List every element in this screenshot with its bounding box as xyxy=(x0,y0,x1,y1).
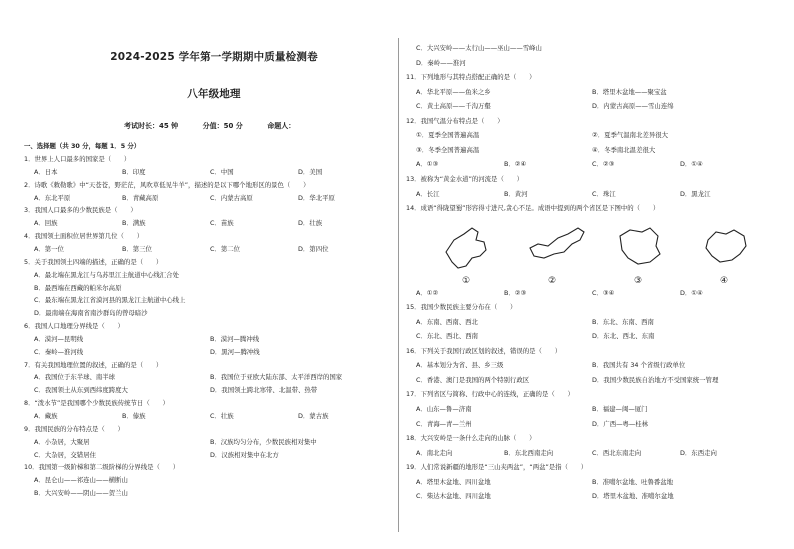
answer-option: C．青海—青—兰州 xyxy=(416,419,472,428)
answer-option: D．壮族 xyxy=(298,219,323,228)
answer-option: D．内蒙古高原——雪山连绵 xyxy=(592,102,674,111)
answer-option: D．黑河—腾冲线 xyxy=(210,347,260,356)
answer-option: B．我国位于亚欧大陆东部、太平洋西岸的国家 xyxy=(210,373,343,382)
answer-option: A．山东—鲁—济南 xyxy=(416,405,472,413)
province-map-3 xyxy=(614,222,672,272)
answer-option: A．华北平原——鱼米之乡 xyxy=(416,87,491,96)
question-text: 12．我国气温分布特点是（ ） xyxy=(406,116,504,125)
answer-option: D．①④ xyxy=(680,160,703,169)
answer-option: B．准噶尔盆地、吐鲁番盆地 xyxy=(592,477,674,486)
answer-option: C．柴达木盆地、四川盆地 xyxy=(416,492,491,501)
question-text: 18．大兴安岭是一条什么走向的山脉（ ） xyxy=(406,434,536,443)
answer-option: B．东北西南走向 xyxy=(504,448,554,457)
answer-option: B．东北、东南、西南 xyxy=(592,317,654,326)
exam-author: 命题人： xyxy=(267,122,296,130)
question-text: 6．我国人口地理分界线是（ ） xyxy=(24,322,124,331)
exam-score: 分值：50 分 xyxy=(202,122,243,130)
province-map-1 xyxy=(442,222,500,272)
answer-option: A．回族 xyxy=(34,219,58,228)
question-text: 11．下列地形与其特点搭配正确的是（ ） xyxy=(406,73,536,82)
map-label-1: ① xyxy=(462,275,471,286)
question-text: 2．诗歌《敕勒歌》中“天苍苍，野茫茫，风吹草低见牛羊”，描述的是以下哪个地形区的景色（ ） xyxy=(24,180,310,189)
answer-option: D．美国 xyxy=(298,167,323,176)
answer-option: D．蒙古族 xyxy=(298,412,329,420)
answer-option: ①．夏季全国普遍高温 xyxy=(416,131,480,140)
question-text: 1．世界上人口最多的国家是（ ） xyxy=(24,155,131,163)
answer-option: B．漠河—腾冲线 xyxy=(210,334,260,343)
question-text: 7．有关我国地理位置的叙述，正确的是（ ） xyxy=(24,360,163,369)
answer-option: A．我国位于东半球、南半球 xyxy=(34,373,116,382)
answer-option: A．东北平原 xyxy=(34,193,71,202)
answer-option: A．日本 xyxy=(34,167,58,176)
answer-option: A．长江 xyxy=(416,189,440,198)
answer-option: C．大杂居，交错居住 xyxy=(34,450,96,459)
question-text: 14．成语“得陇望蜀”形容得寸进尺,贪心不足。成语中提到的两个省区是下图中的（ ） xyxy=(406,204,660,213)
province-map-4 xyxy=(700,222,758,272)
answer-option: C．香港、澳门是我国的两个特别行政区 xyxy=(416,375,530,384)
question-text: 15．我国少数民族主要分布在（ ） xyxy=(406,303,517,312)
province-maps xyxy=(436,222,766,284)
answer-option: D．东西走向 xyxy=(680,448,717,457)
option-line: D．最南端在海南省南沙群岛的曾母暗沙 xyxy=(34,309,148,318)
answer-option: A．南北走向 xyxy=(416,448,453,457)
option-line: B．最西端在西藏的帕米尔高原 xyxy=(34,283,122,292)
answer-option: B．黄河 xyxy=(504,189,528,198)
question-text: 8．“泼水节”是我国哪个少数民族传统节日（ ） xyxy=(24,399,169,408)
answer-option: D．我国少数民族自治地方不受国家统一管理 xyxy=(592,375,719,384)
exam-subtitle: 八年级地理 xyxy=(187,88,241,100)
answer-option: C．秦岭—淮河线 xyxy=(34,347,84,356)
answer-option: B．塔里木盆地——聚宝盆 xyxy=(592,87,667,96)
answer-option: A．①② xyxy=(416,288,439,297)
option-line: A．昆仑山——祁连山——横断山 xyxy=(34,476,128,485)
option-line: C．大兴安岭——太行山——巫山——雪峰山 xyxy=(416,44,542,52)
answer-option: D．①④ xyxy=(680,288,703,297)
option-line: D．秦岭——淮河 xyxy=(416,58,466,67)
answer-option: A．第一位 xyxy=(34,244,64,253)
answer-option: B．傣族 xyxy=(122,412,146,420)
map-label-2: ② xyxy=(548,275,557,286)
answer-option: C．黄土高原——千沟万壑 xyxy=(416,102,491,111)
question-text: 13．被称为“黄金水道”的河流是（ ） xyxy=(406,174,524,183)
exam-meta xyxy=(124,123,317,130)
answer-option: B．青藏高原 xyxy=(122,193,159,202)
answer-option: C．我国领土从东到西纬度跨度大 xyxy=(34,386,128,395)
answer-option: D．第四位 xyxy=(298,244,329,253)
map-label-4: ④ xyxy=(720,275,729,286)
answer-option: A．塔里木盆地、四川盆地 xyxy=(416,477,491,486)
answer-option: B．汉族均匀分布，少数民族相对集中 xyxy=(210,437,317,446)
option-line: A．最北端在黑龙江与乌苏里江主航道中心线汇合处 xyxy=(34,270,179,279)
answer-option: A．①③ xyxy=(416,160,439,169)
answer-option: A．东南、西南、西北 xyxy=(416,317,478,326)
answer-option: A．小杂居，大聚居 xyxy=(34,437,90,446)
answer-option: C．③④ xyxy=(592,288,615,297)
exam-time: 考试时长：45 钟 xyxy=(124,122,179,130)
answer-option: B．我国共有 34 个省级行政单位 xyxy=(592,361,686,370)
answer-option: C．②③ xyxy=(592,160,615,169)
question-text: 10．我国第一级阶梯和第二级阶梯的分界线是（ ） xyxy=(24,463,180,472)
answer-option: B．印度 xyxy=(122,167,146,176)
answer-option: ④．冬季南北温差很大 xyxy=(592,145,656,154)
question-text: 17．下列省区与简称、行政中心的连线，正确的是（ ） xyxy=(406,390,574,399)
answer-option: C．苗族 xyxy=(210,219,234,228)
answer-option: A．藏族 xyxy=(34,412,58,420)
answer-option: D．我国领土跨北寒带、北温带、热带 xyxy=(210,386,318,395)
answer-option: B．②③ xyxy=(504,288,527,297)
column-divider xyxy=(398,38,399,532)
answer-option: C．中国 xyxy=(210,167,234,176)
map-label-3: ③ xyxy=(634,275,643,286)
answer-option: B．福建—闽—厦门 xyxy=(592,405,648,413)
answer-option: D．塔里木盆地、准噶尔盆地 xyxy=(592,492,674,501)
answer-option: C．壮族 xyxy=(210,412,234,420)
answer-option: B．满族 xyxy=(122,219,146,228)
question-text: 4．我国领土面积位居世界第几位（ ） xyxy=(24,232,144,241)
question-text: 3．我国人口最多的少数民族是（ ） xyxy=(24,206,137,215)
answer-option: ②．夏季气温南北差异很大 xyxy=(592,131,669,140)
question-text: 19．人们常说新疆的地形是“三山夹两盆”，“两盆”是指（ ） xyxy=(406,463,588,472)
answer-option: C．东北、西北、西南 xyxy=(416,332,478,341)
answer-option: D．华北平原 xyxy=(298,193,335,202)
exam-title: 2024-2025 学年第一学期期中质量检测卷 xyxy=(110,51,318,63)
section-title: 一、选择题（共 30 分，每题 1．5 分） xyxy=(24,142,141,150)
answer-option: A．漠河—昆明线 xyxy=(34,334,84,343)
answer-option: D．汉族相对集中在北方 xyxy=(210,450,279,459)
answer-option: C．第二位 xyxy=(210,244,241,253)
answer-option: B．第三位 xyxy=(122,244,152,253)
question-text: 16．下列关于我国行政区划的叙述，错误的是（ ） xyxy=(406,346,562,355)
answer-option: C．内蒙古高原 xyxy=(210,193,253,202)
answer-option: D．广西—粤—桂林 xyxy=(592,419,649,428)
question-text: 5．关于我国领土四端的描述，正确的是（ ） xyxy=(24,257,163,266)
answer-option: D．东北、西北、东南 xyxy=(592,332,655,341)
option-line: C．最东端在黑龙江省漠河县的黑龙江主航道中心线上 xyxy=(34,296,186,305)
province-map-2 xyxy=(528,222,586,272)
answer-option: A．基本划分为省、县、乡三级 xyxy=(416,361,504,370)
answer-option: C．珠江 xyxy=(592,189,616,198)
question-text: 9．我国民族的分布特点是（ ） xyxy=(24,424,124,433)
answer-option: C．西北东南走向 xyxy=(592,448,642,457)
answer-option: ③．冬季全国普遍高温 xyxy=(416,145,480,154)
option-line: B．大兴安岭——阴山——贺兰山 xyxy=(34,489,128,498)
answer-option: B．②④ xyxy=(504,160,527,169)
answer-option: D．黑龙江 xyxy=(680,189,711,198)
